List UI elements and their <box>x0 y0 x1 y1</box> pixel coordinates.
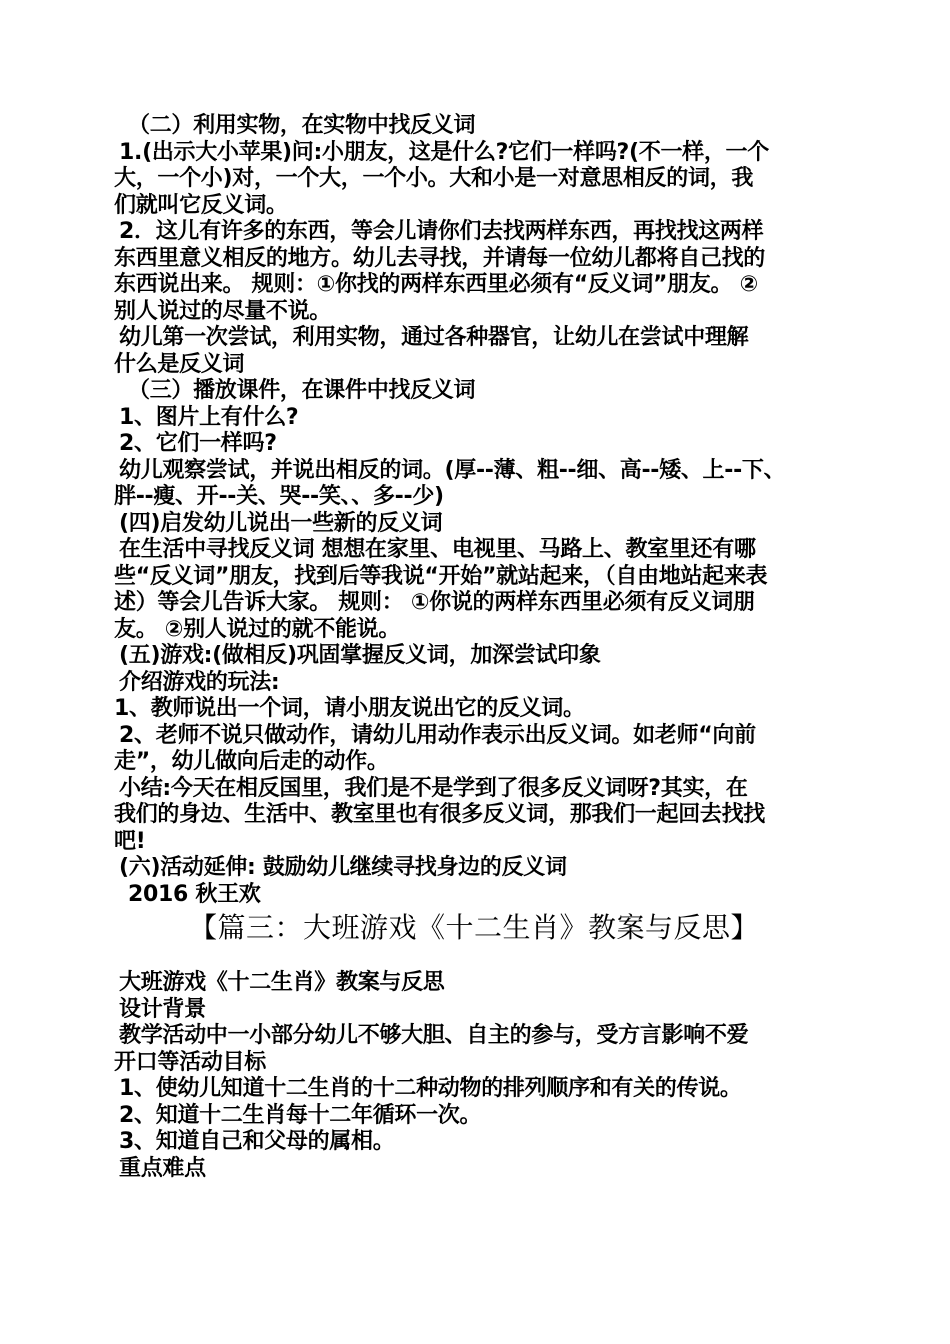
paragraph-line: 在生活中寻找反义词 想想在家里、电视里、马路上、教室里还有哪 <box>119 537 756 562</box>
paragraph-line: 设计背景 <box>119 996 206 1022</box>
paragraph-line: 大，一个小)对，一个大，一个小。大和小是一对意思相反的词，我 <box>114 166 754 191</box>
paragraph-line: 胖--瘦、开--关、哭--笑、、多--少) <box>114 484 444 509</box>
paragraph-line: 2、它们一样吗? <box>119 431 277 456</box>
paragraph-line: 东西里意义相反的地方。幼儿去寻找，并请每一位幼儿都将自己找的 <box>114 245 766 271</box>
lesson-section-part1 <box>114 113 834 908</box>
paragraph-line: 开口等活动目标 <box>114 1049 266 1075</box>
paragraph-line: 1、图片上有什么? <box>119 404 299 430</box>
paragraph-line: 3、知道自己和父母的属相。 <box>119 1129 395 1154</box>
paragraph-line: 东西说出来。 规则：①你找的两样东西里必须有“反义词”朋友。 ② <box>114 272 758 297</box>
section-heading-2: （二）利用实物，在实物中找反义词 <box>128 113 476 138</box>
paragraph-line: 幼儿观察尝试，并说出相反的词。(厚--薄、粗--细、高--矮、上--下、 <box>119 457 786 483</box>
paragraph-line: 友。 ②别人说过的就不能说。 <box>114 616 401 642</box>
chapter-heading: 【篇三：大班游戏《十二生肖》教案与反思】 <box>188 911 759 944</box>
section-heading-6: (六)活动延伸: 鼓励幼儿继续寻找身边的反义词 <box>119 855 567 880</box>
document-body <box>114 113 834 1182</box>
paragraph-line: 述）等会儿告诉大家。 规则： ①你说的两样东西里必须有反义词朋 <box>114 590 755 615</box>
paragraph-line: 别人说过的尽量不说。 <box>114 298 332 324</box>
paragraph-line: 吧! <box>114 828 146 854</box>
paragraph-line: 幼儿第一次尝试，利用实物，通过各种器官，让幼儿在尝试中理解 <box>119 325 749 350</box>
paragraph-line: 走”，幼儿做向后走的动作。 <box>114 749 389 774</box>
section-heading-5: (五)游戏:(做相反)巩固掌握反义词，加深尝试印象 <box>119 643 601 668</box>
paragraph-line: 介绍游戏的玩法: <box>119 669 280 695</box>
paragraph-line: 1、使幼儿知道十二生肖的十二种动物的排列顺序和有关的传说。 <box>119 1076 742 1101</box>
paragraph-line: 2、知道十二生肖每十二年循环一次。 <box>119 1102 482 1128</box>
paragraph-line: 些“反义词”朋友，找到后等我说“开始”就站起来，（自由地站起来表 <box>114 563 768 589</box>
paragraph-line: 2、老师不说只做动作，请幼儿用动作表示出反义词。如老师“向前 <box>119 722 756 748</box>
author-signature: 2016 秋王欢 <box>128 881 261 907</box>
paragraph-line: 1.(出示大小苹果)问:小朋友，这是什么?它们一样吗?(不一样，一个 <box>119 139 769 165</box>
section-heading-3: （三）播放课件，在课件中找反义词 <box>128 378 476 403</box>
paragraph-line: 1、教师说出一个词，请小朋友说出它的反义词。 <box>114 696 585 721</box>
paragraph-line: 教学活动中一小部分幼儿不够大胆、自主的参与，受方言影响不爱 <box>119 1023 749 1048</box>
section-heading-4: (四)启发幼儿说出一些新的反义词 <box>119 510 443 536</box>
lesson-title: 大班游戏《十二生肖》教案与反思 <box>119 970 445 995</box>
paragraph-line: 们就叫它反义词。 <box>114 192 288 218</box>
paragraph-line: 2．这儿有许多的东西，等会儿请你们去找两样东西，再找找这两样 <box>119 219 764 244</box>
paragraph-line: 小结:今天在相反国里，我们是不是学到了很多反义词呀?其实，在 <box>119 775 748 801</box>
lesson-section-part2 <box>114 970 834 1182</box>
paragraph-line: 什么是反义词 <box>114 351 245 377</box>
paragraph-line: 我们的身边、生活中、教室里也有很多反义词，那我们一起回去找找 <box>114 802 766 827</box>
paragraph-line: 重点难点 <box>119 1155 206 1181</box>
